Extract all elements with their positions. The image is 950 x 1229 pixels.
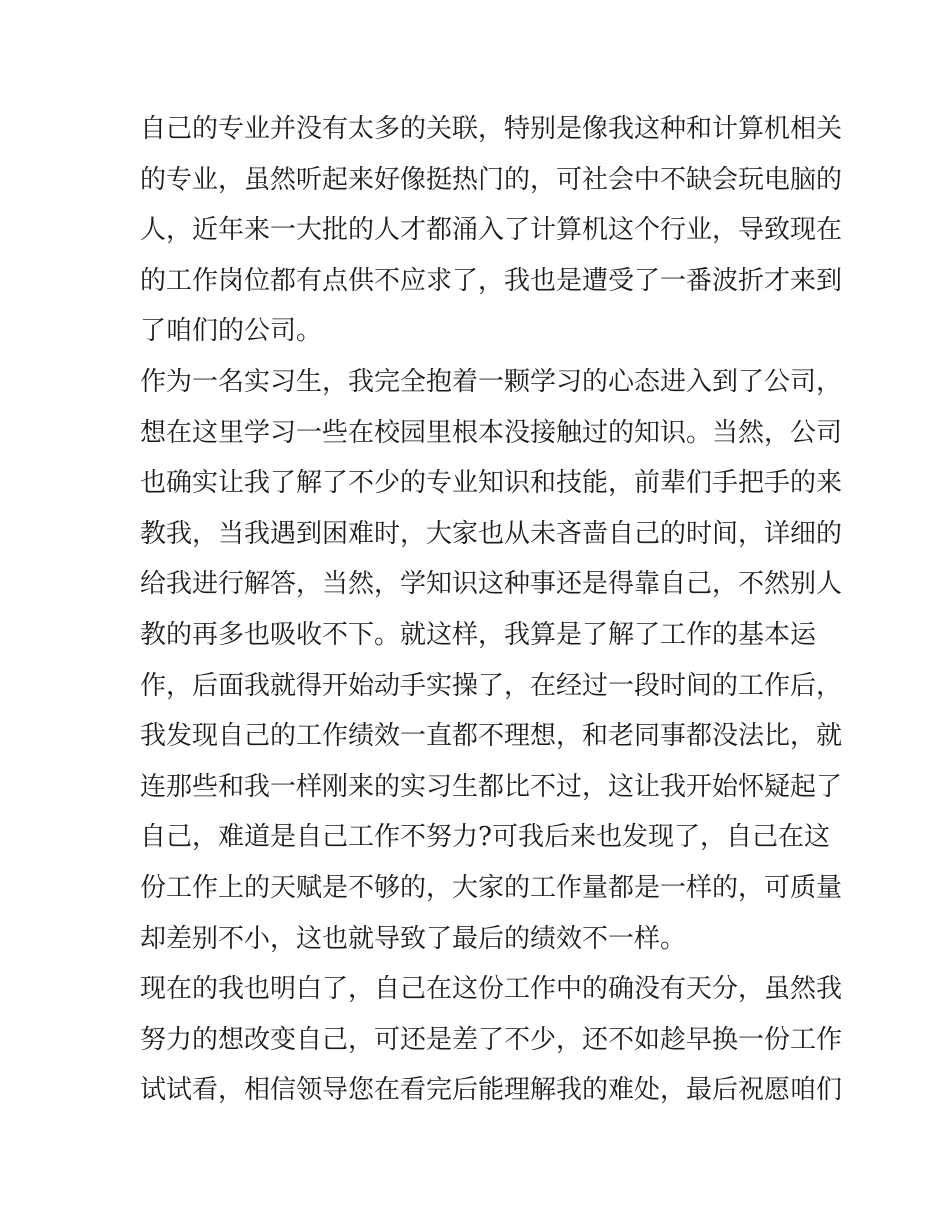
text-line: 我发现自己的工作绩效一直都不理想，和老同事都没法比，就: [140, 721, 843, 752]
text-line: 了咱们的公司。: [140, 316, 323, 347]
text-line: 连那些和我一样刚来的实习生都比不过，这让我开始怀疑起了: [140, 771, 843, 802]
text-line: 教我，当我遇到困难时，大家也从未吝啬自己的时间，详细的: [140, 518, 843, 549]
text-line: 作为一名实习生，我完全抱着一颗学习的心态进入到了公司，: [140, 366, 843, 397]
body-text: [140, 104, 843, 1116]
text-line: 现在的我也明白了，自己在这份工作中的确没有天分，虽然我: [140, 974, 843, 1005]
text-line: 的工作岗位都有点供不应求了，我也是遭受了一番波折才来到: [140, 265, 843, 296]
text-line: 份工作上的天赋是不够的，大家的工作量都是一样的，可质量: [140, 872, 843, 903]
text-line: 教的再多也吸收不下。就这样，我算是了解了工作的基本运: [140, 619, 817, 650]
text-line: 却差别不小，这也就导致了最后的绩效不一样。: [140, 923, 687, 954]
text-line: 自己，难道是自己工作不努力?可我后来也发现了，自己在这: [140, 822, 830, 853]
text-line: 努力的想改变自己，可还是差了不少，还不如趁早换一份工作: [140, 1024, 843, 1055]
text-line: 自己的专业并没有太多的关联，特别是像我这种和计算机相关: [140, 114, 843, 144]
text-line: 也确实让我了解了不少的专业知识和技能，前辈们手把手的来: [140, 468, 843, 499]
text-line: 人，近年来一大批的人才都涌入了计算机这个行业，导致现在: [140, 215, 843, 246]
text-line: 的专业，虽然听起来好像挺热门的，可社会中不缺会玩电脑的: [140, 164, 843, 195]
text-line: 给我进行解答，当然，学知识这种事还是得靠自己，不然别人: [140, 569, 843, 600]
text-line: 试试看，相信领导您在看完后能理解我的难处，最后祝愿咱们: [140, 1075, 843, 1106]
text-line: 作，后面我就得开始动手实操了，在经过一段时间的工作后，: [140, 670, 843, 701]
text-line: 想在这里学习一些在校园里根本没接触过的知识。当然，公司: [140, 417, 843, 448]
